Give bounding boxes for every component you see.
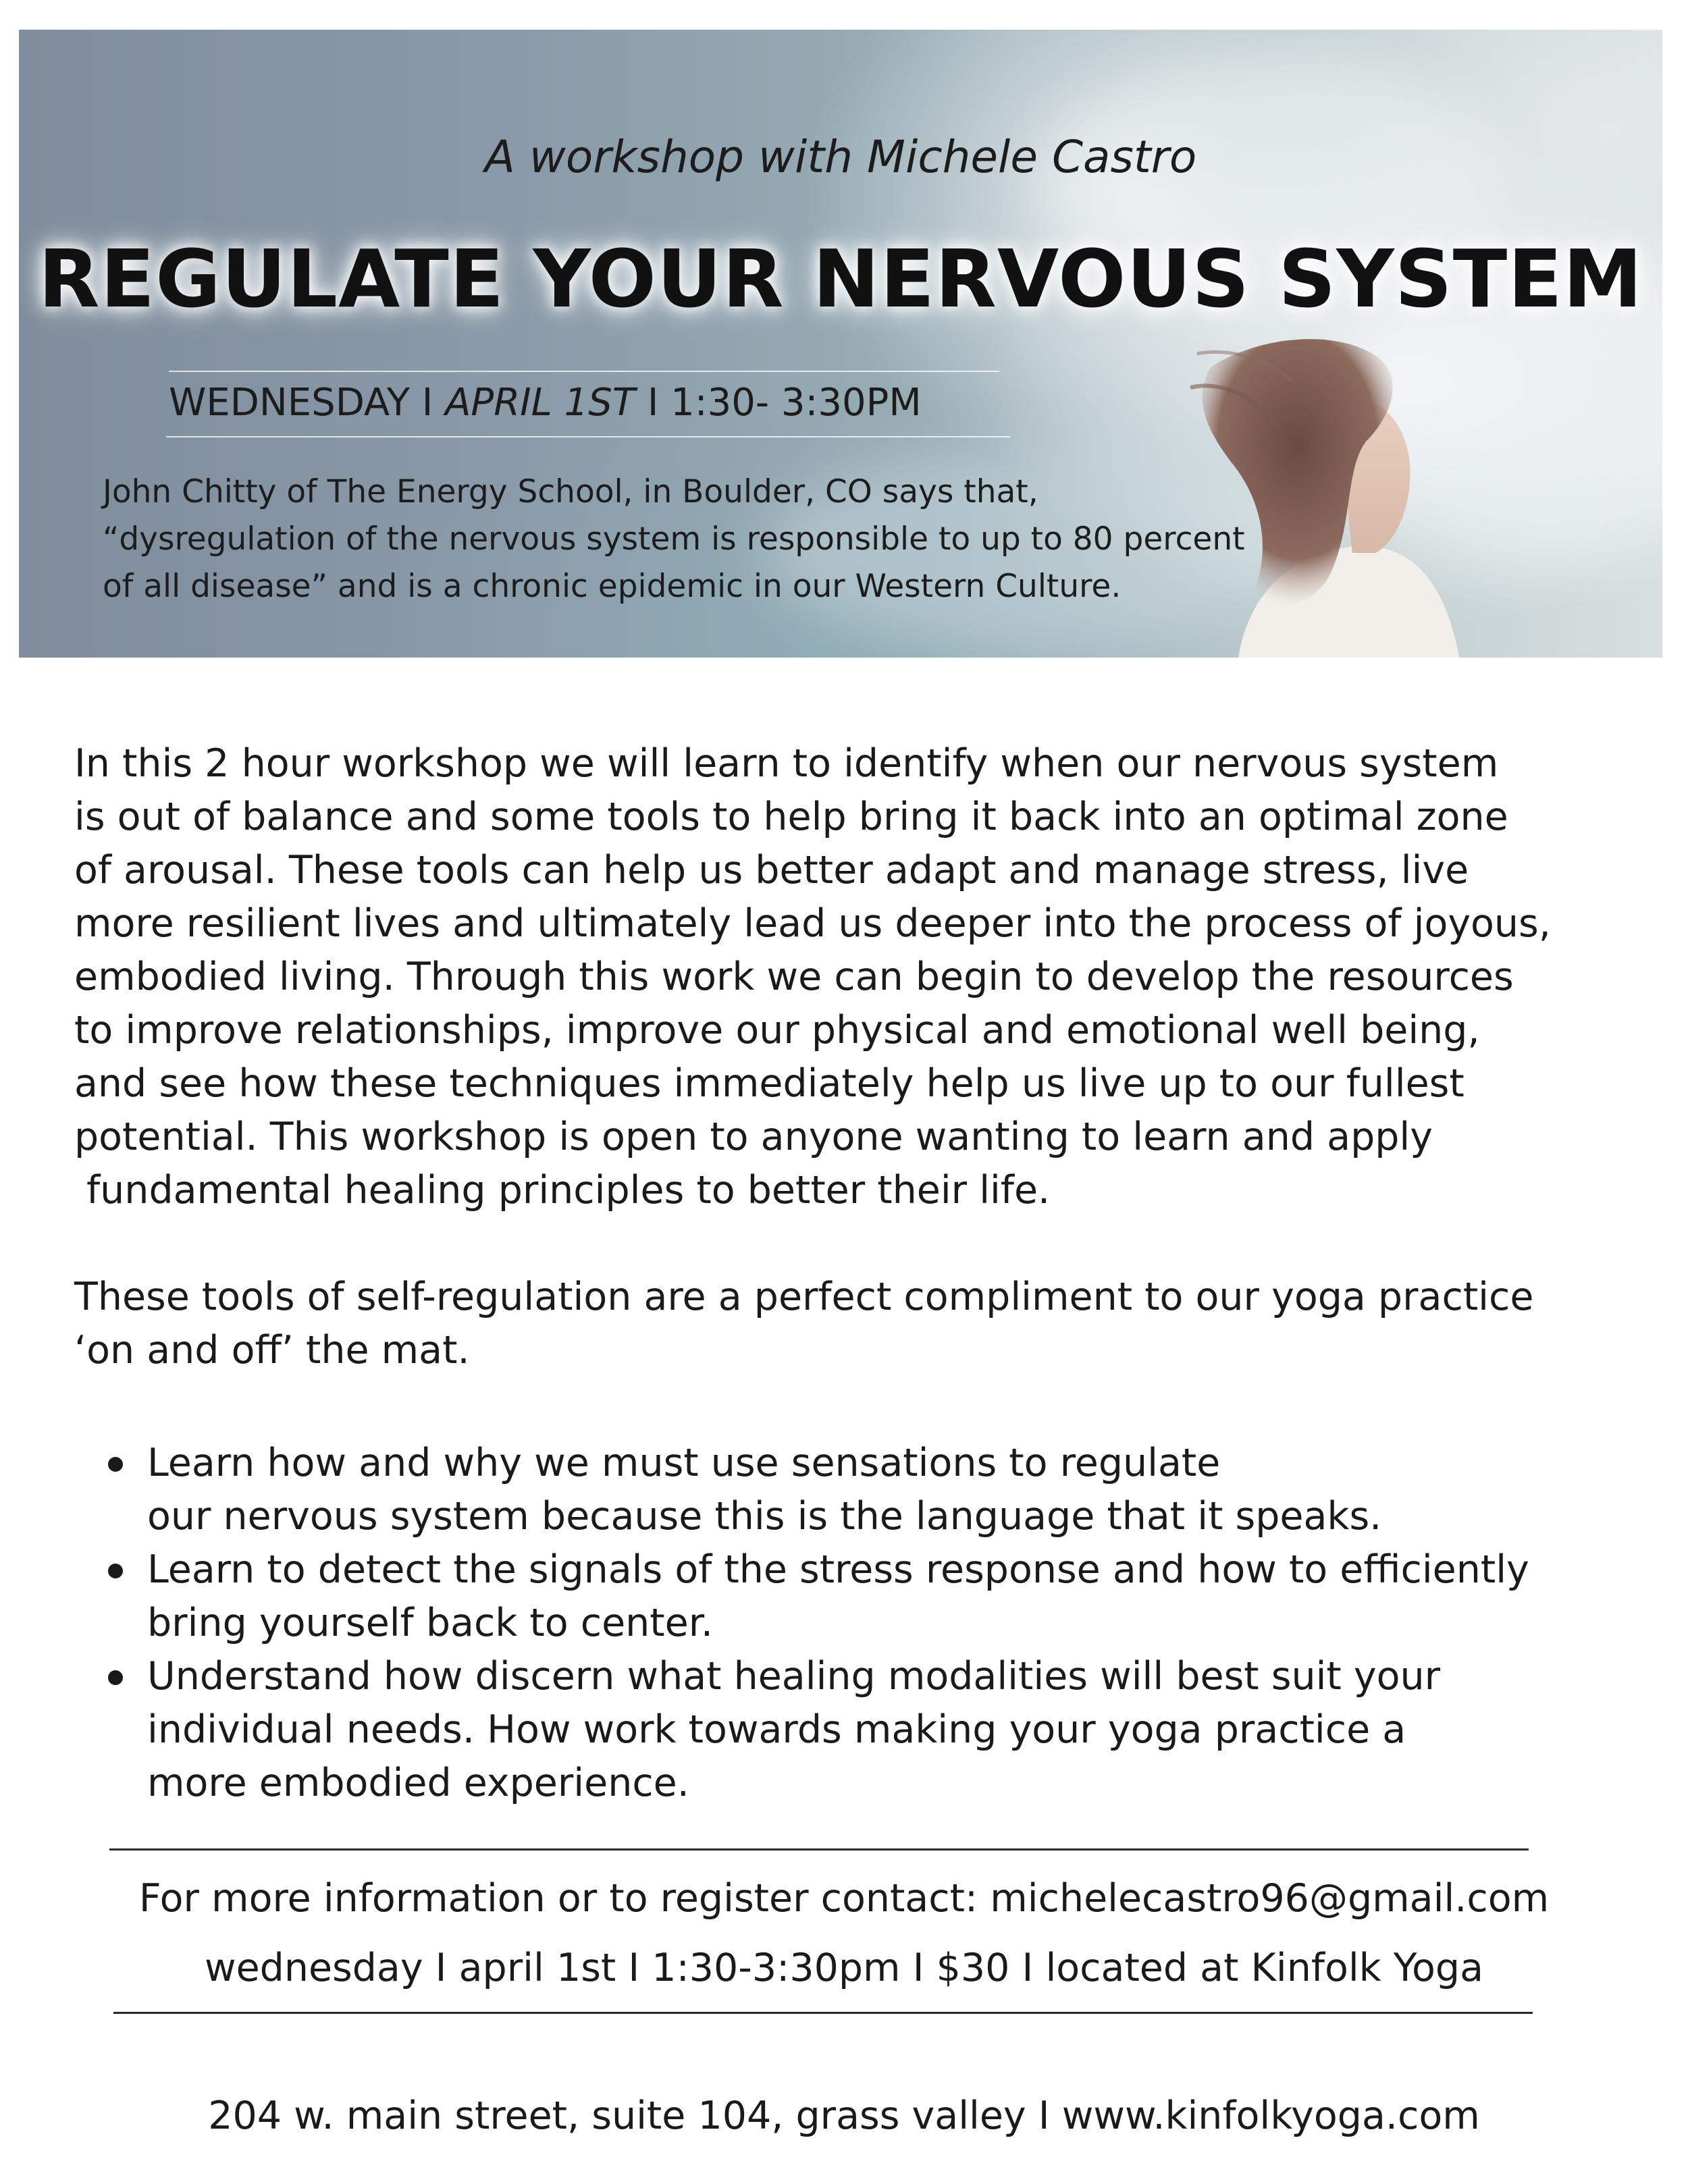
divider-top xyxy=(109,1848,1529,1850)
page-title: REGULATE YOUR NERVOUS SYSTEM xyxy=(38,232,1643,325)
list-item-line: more embodied experience. xyxy=(147,1761,689,1805)
intro-quote: John Chitty of The Energy School, in Boulder, CO says that, “dysregulation of the nervous system is responsible to up to 80 percent of all disease” and is a chronic epidemic in our Western Culture. xyxy=(103,473,1245,605)
list-item xyxy=(108,1437,1627,1543)
date-month: APRIL 1ST xyxy=(445,381,636,425)
description-line: more resilient lives and ultimately lead us deeper into the process of joyous, xyxy=(74,901,1551,946)
description-line: to improve relationships, improve our physical and emotional well being, xyxy=(74,1008,1480,1053)
benefits-list xyxy=(108,1437,1627,1810)
list-item xyxy=(108,1543,1627,1650)
date-rule-bottom xyxy=(166,436,1010,437)
yoga-line: ‘on and off’ the mat. xyxy=(74,1328,470,1373)
bullet-icon xyxy=(108,1564,123,1578)
workshop-description xyxy=(74,737,1627,1217)
description-line: potential. This workshop is open to anyone wanting to learn and apply xyxy=(74,1115,1433,1159)
description-line: fundamental healing principles to better their life. xyxy=(74,1168,1051,1213)
date-day: WEDNESDAY I xyxy=(169,381,446,425)
yoga-paragraph xyxy=(74,1271,1627,1377)
list-item-line: our nervous system because this is the language that it speaks. xyxy=(147,1494,1382,1539)
contact-line: For more information or to register contact: michelecastro96@gmail.com xyxy=(138,1876,1550,1921)
description-line: is out of balance and some tools to help bring it back into an optimal zone xyxy=(74,795,1508,839)
list-item-line: Understand how discern what healing modalities will best suit your xyxy=(147,1654,1441,1699)
list-item-line: bring yourself back to center. xyxy=(147,1601,714,1645)
event-details: wednesday I april 1st I 1:30-3:30pm I $30 I located at Kinfolk Yoga xyxy=(204,1946,1484,1990)
description-line: embodied living. Through this work we can begin to develop the resources xyxy=(74,955,1514,999)
date-time: I 1:30- 3:30PM xyxy=(635,381,922,425)
workshop-subtitle: A workshop with Michele Castro xyxy=(484,131,1197,183)
list-item-line: individual needs. How work towards making your yoga practice a xyxy=(147,1707,1406,1752)
address-line: 204 w. main street, suite 104, grass valley I www.kinfolkyoga.com xyxy=(208,2094,1480,2138)
list-item-line: Learn to detect the signals of the stress response and how to efficiently xyxy=(147,1547,1529,1592)
description-line: and see how these techniques immediately help us live up to our fullest xyxy=(74,1061,1465,1106)
date-line xyxy=(169,381,1013,425)
header-banner xyxy=(19,30,1662,658)
description-line: In this 2 hour workshop we will learn to identify when our nervous system xyxy=(74,741,1499,786)
description-line: of arousal. These tools can help us better adapt and manage stress, live xyxy=(74,848,1469,893)
date-rule-top xyxy=(169,371,999,372)
list-item-line: Learn how and why we must use sensations to regulate xyxy=(147,1441,1221,1485)
bullet-icon xyxy=(108,1670,123,1685)
divider-bottom xyxy=(113,2012,1533,2014)
yoga-line: These tools of self-regulation are a perfect compliment to our yoga practice xyxy=(74,1275,1534,1319)
list-item xyxy=(108,1650,1627,1810)
bullet-icon xyxy=(108,1457,123,1472)
